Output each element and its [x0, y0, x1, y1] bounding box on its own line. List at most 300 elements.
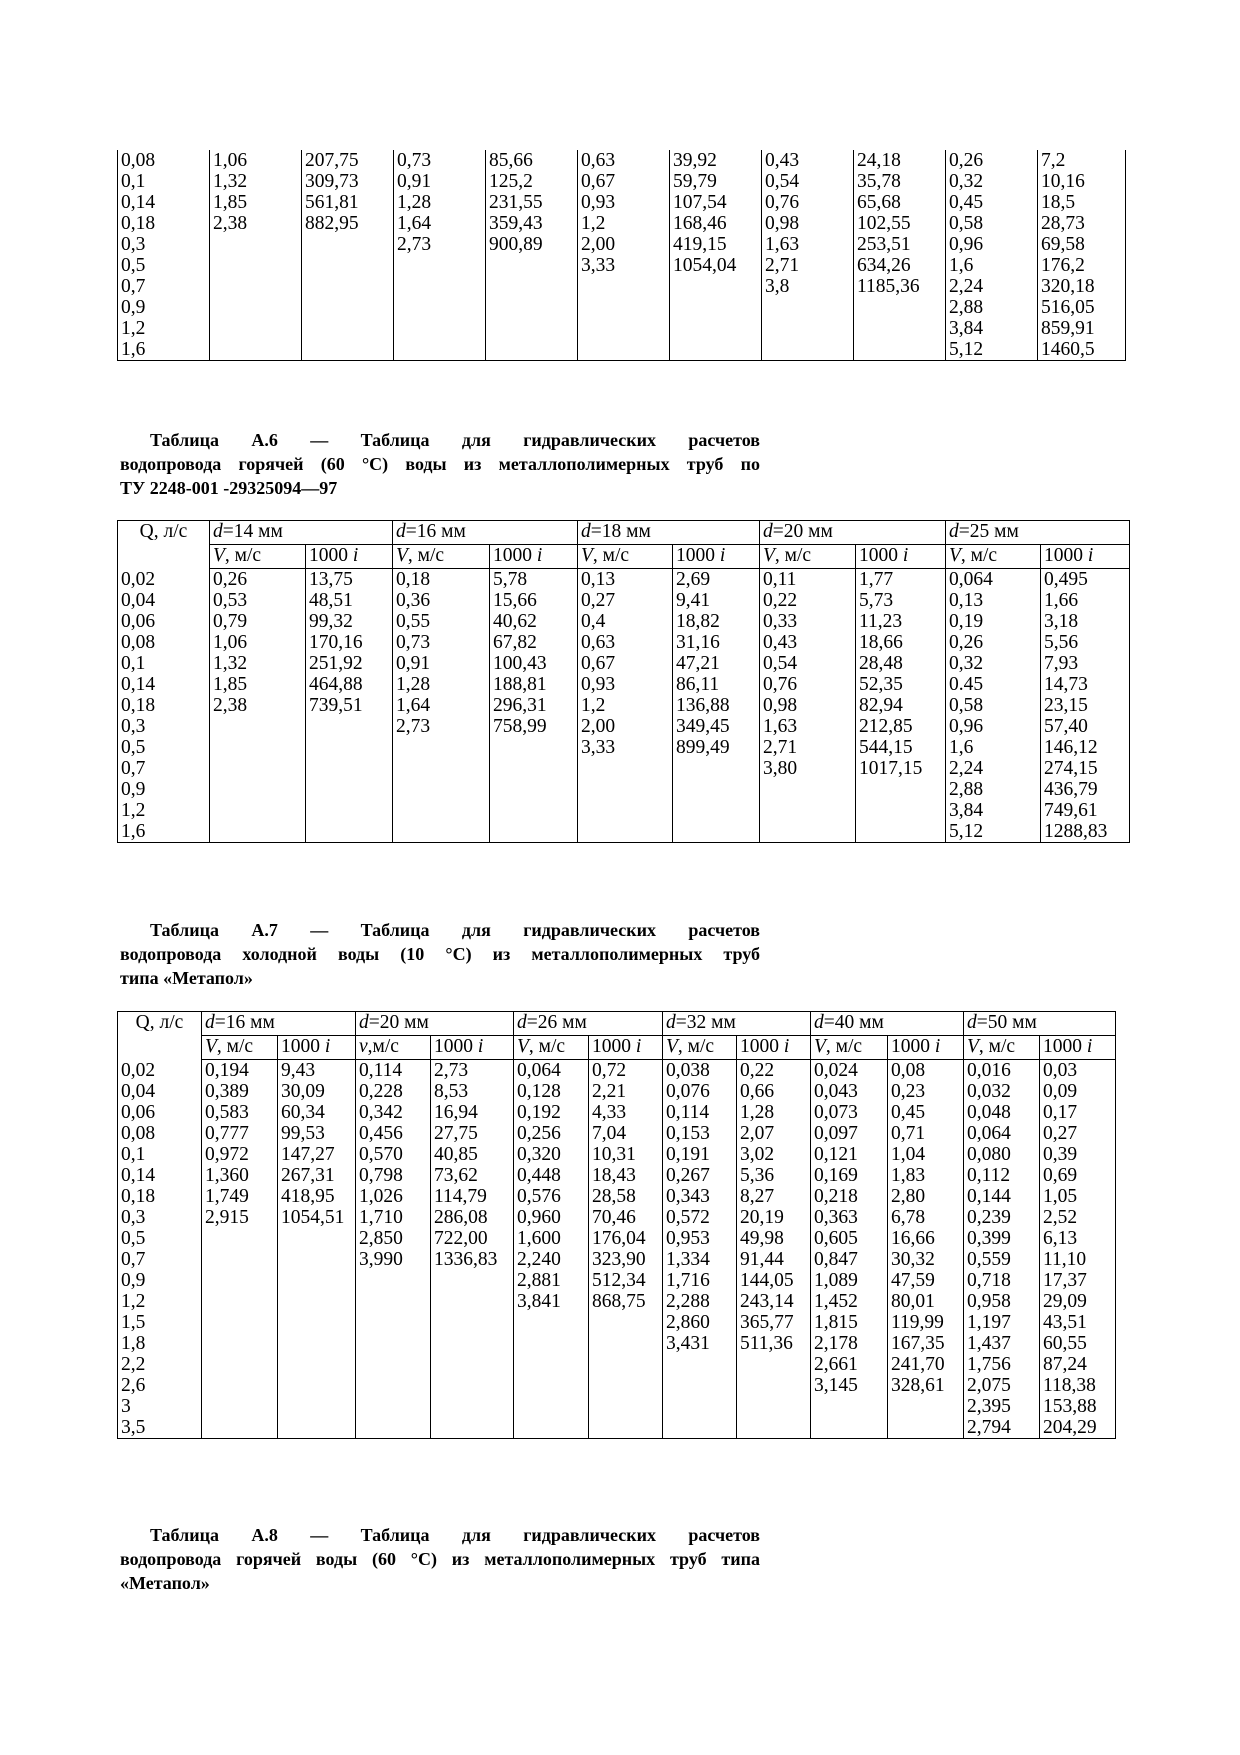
velocity-header: V, м/с: [760, 545, 856, 569]
value-cell: 82,94: [856, 695, 946, 716]
value-cell: 0,953: [663, 1228, 737, 1249]
flow-cell: 0,08: [118, 1123, 202, 1144]
value-cell: 1,28: [394, 192, 486, 213]
value-cell: 23,15: [1041, 695, 1130, 716]
value-cell: 0,048: [964, 1102, 1040, 1123]
value-cell: 9,43: [278, 1060, 356, 1082]
value-cell: [278, 1354, 356, 1375]
value-cell: 0,363: [811, 1207, 888, 1228]
flow-cell: 1,5: [118, 1312, 202, 1333]
value-cell: [856, 821, 946, 843]
value-cell: 899,49: [673, 737, 760, 758]
d-header: d=14 мм: [210, 521, 393, 545]
value-cell: 1,600: [514, 1228, 589, 1249]
value-cell: 0,63: [578, 632, 673, 653]
table-row: [118, 779, 1130, 800]
table-row: [118, 1102, 1116, 1123]
value-cell: [490, 737, 578, 758]
value-cell: 67,82: [490, 632, 578, 653]
value-cell: 60,34: [278, 1102, 356, 1123]
value-cell: 1,089: [811, 1270, 888, 1291]
value-cell: 749,61: [1041, 800, 1130, 821]
table-row: [118, 171, 1126, 192]
value-cell: 0,024: [811, 1060, 888, 1082]
value-cell: 3,990: [356, 1249, 431, 1270]
value-cell: 100,43: [490, 653, 578, 674]
value-cell: [514, 1396, 589, 1417]
value-cell: 0,572: [663, 1207, 737, 1228]
value-cell: 5,56: [1041, 632, 1130, 653]
value-cell: [356, 1270, 431, 1291]
value-cell: 0,239: [964, 1207, 1040, 1228]
value-cell: [431, 1291, 514, 1312]
value-cell: 52,35: [856, 674, 946, 695]
value-cell: [394, 339, 486, 361]
value-cell: 0,67: [578, 653, 673, 674]
value-cell: 18,82: [673, 611, 760, 632]
value-cell: [278, 1291, 356, 1312]
value-cell: 7,93: [1041, 653, 1130, 674]
value-cell: [888, 1417, 964, 1439]
table-row: [118, 632, 1130, 653]
value-cell: 146,12: [1041, 737, 1130, 758]
value-cell: 0,064: [964, 1123, 1040, 1144]
value-cell: [578, 758, 673, 779]
value-cell: [278, 1228, 356, 1249]
value-cell: 0,559: [964, 1249, 1040, 1270]
caption-a6-line3: ТУ 2248-001 -29325094—97: [120, 478, 338, 498]
flow-cell: 1,6: [118, 821, 210, 843]
value-cell: 2,915: [202, 1207, 278, 1228]
value-cell: 2,73: [431, 1060, 514, 1082]
value-cell: 188,81: [490, 674, 578, 695]
value-cell: 900,89: [486, 234, 578, 255]
value-cell: 3,431: [663, 1333, 737, 1354]
value-cell: 868,75: [589, 1291, 663, 1312]
caption-table-a8: [120, 1523, 760, 1595]
value-cell: 1,360: [202, 1165, 278, 1186]
value-cell: [490, 800, 578, 821]
table-a6: [117, 520, 1130, 843]
value-cell: 91,44: [737, 1249, 811, 1270]
value-cell: [670, 276, 762, 297]
value-cell: 0,73: [393, 632, 490, 653]
value-cell: [202, 1249, 278, 1270]
value-cell: 1,32: [210, 653, 306, 674]
value-cell: 1,026: [356, 1186, 431, 1207]
value-cell: [737, 1354, 811, 1375]
value-cell: 153,88: [1040, 1396, 1116, 1417]
value-cell: 0.45: [946, 674, 1041, 695]
q-header: Q, л/с: [118, 1012, 202, 1036]
flow-cell: 0,3: [118, 1207, 202, 1228]
flow-cell: 0,7: [118, 758, 210, 779]
velocity-header: V, м/с: [663, 1036, 737, 1060]
value-cell: 1017,15: [856, 758, 946, 779]
value-cell: 2,860: [663, 1312, 737, 1333]
value-cell: 0,4: [578, 611, 673, 632]
value-cell: 28,58: [589, 1186, 663, 1207]
table-row: [118, 758, 1130, 779]
value-cell: [302, 318, 394, 339]
table-row: [118, 1249, 1116, 1270]
flow-cell: 0,7: [118, 276, 210, 297]
value-cell: 0,570: [356, 1144, 431, 1165]
value-cell: 5,78: [490, 569, 578, 591]
value-cell: 1,2: [578, 213, 670, 234]
velocity-header: V, м/с: [578, 545, 673, 569]
value-cell: [490, 758, 578, 779]
value-cell: [589, 1375, 663, 1396]
value-cell: 0,267: [663, 1165, 737, 1186]
value-cell: [578, 276, 670, 297]
value-cell: 2,21: [589, 1081, 663, 1102]
value-cell: 0,342: [356, 1102, 431, 1123]
velocity-header: V, м/с: [514, 1036, 589, 1060]
value-cell: [202, 1270, 278, 1291]
value-cell: 0,39: [1040, 1144, 1116, 1165]
value-cell: [589, 1417, 663, 1439]
table-row: [118, 1333, 1116, 1354]
value-cell: [394, 297, 486, 318]
table-row: [118, 1417, 1116, 1439]
value-cell: 859,91: [1038, 318, 1126, 339]
table-row: [118, 737, 1130, 758]
d-header: d=16 мм: [393, 521, 578, 545]
value-cell: 0,847: [811, 1249, 888, 1270]
value-cell: 3,8: [762, 276, 854, 297]
value-cell: 3,84: [946, 800, 1041, 821]
value-cell: 43,51: [1040, 1312, 1116, 1333]
headloss-header: 1000 i: [737, 1036, 811, 1060]
value-cell: [210, 716, 306, 737]
value-cell: [202, 1312, 278, 1333]
value-cell: 0,343: [663, 1186, 737, 1207]
value-cell: 0,55: [393, 611, 490, 632]
d-header: d=32 мм: [663, 1012, 811, 1036]
value-cell: 3,145: [811, 1375, 888, 1396]
value-cell: 0,09: [1040, 1081, 1116, 1102]
headloss-header: 1000 i: [1041, 545, 1130, 569]
value-cell: [856, 779, 946, 800]
value-cell: [306, 800, 393, 821]
value-cell: [210, 758, 306, 779]
value-cell: 1,04: [888, 1144, 964, 1165]
value-cell: 0,153: [663, 1123, 737, 1144]
value-cell: 125,2: [486, 171, 578, 192]
value-cell: 1,28: [393, 674, 490, 695]
flow-cell: 0,7: [118, 1249, 202, 1270]
value-cell: 365,77: [737, 1312, 811, 1333]
headloss-header: 1000 i: [856, 545, 946, 569]
value-cell: 0,71: [888, 1123, 964, 1144]
value-cell: 323,90: [589, 1249, 663, 1270]
value-cell: 39,92: [670, 150, 762, 171]
caption-a8-line1: Таблица А.8 — Таблица для гидравлических расчетов: [150, 1525, 760, 1545]
caption-table-a6: [120, 428, 760, 500]
value-cell: 2,80: [888, 1186, 964, 1207]
value-cell: 0,91: [394, 171, 486, 192]
value-cell: [854, 339, 946, 361]
value-cell: 0,76: [762, 192, 854, 213]
table-row: [118, 611, 1130, 632]
value-cell: [486, 297, 578, 318]
table-row: [118, 1060, 1116, 1082]
value-cell: 18,5: [1038, 192, 1126, 213]
value-cell: 0,064: [946, 569, 1041, 591]
value-cell: [210, 779, 306, 800]
value-cell: [210, 318, 302, 339]
value-cell: 27,75: [431, 1123, 514, 1144]
value-cell: 0,576: [514, 1186, 589, 1207]
value-cell: 267,31: [278, 1165, 356, 1186]
value-cell: 2,00: [578, 234, 670, 255]
value-cell: 86,11: [673, 674, 760, 695]
value-cell: 0,96: [946, 716, 1041, 737]
value-cell: 40,85: [431, 1144, 514, 1165]
value-cell: 0,26: [946, 632, 1041, 653]
value-cell: 2,71: [760, 737, 856, 758]
value-cell: 3,80: [760, 758, 856, 779]
value-cell: [673, 821, 760, 843]
value-cell: [302, 255, 394, 276]
flow-cell: 0,18: [118, 695, 210, 716]
table-row: [118, 653, 1130, 674]
table-row: [118, 1165, 1116, 1186]
value-cell: 3,33: [578, 737, 673, 758]
table-row: [118, 234, 1126, 255]
value-cell: [737, 1396, 811, 1417]
value-cell: 2,881: [514, 1270, 589, 1291]
caption-table-a7: [120, 918, 760, 990]
value-cell: [278, 1312, 356, 1333]
value-cell: 207,75: [302, 150, 394, 171]
value-cell: 2,07: [737, 1123, 811, 1144]
value-cell: [202, 1291, 278, 1312]
value-cell: 0,32: [946, 171, 1038, 192]
value-cell: 464,88: [306, 674, 393, 695]
value-cell: [589, 1312, 663, 1333]
flow-cell: 0,14: [118, 1165, 202, 1186]
value-cell: 2,178: [811, 1333, 888, 1354]
value-cell: 87,24: [1040, 1354, 1116, 1375]
headloss-header: 1000 i: [306, 545, 393, 569]
value-cell: 0,53: [210, 590, 306, 611]
value-cell: [202, 1417, 278, 1439]
value-cell: [589, 1396, 663, 1417]
value-cell: 99,32: [306, 611, 393, 632]
d-header: d=18 мм: [578, 521, 760, 545]
value-cell: [306, 821, 393, 843]
table-row: [118, 1207, 1116, 1228]
value-cell: 1,77: [856, 569, 946, 591]
value-cell: 3,84: [946, 318, 1038, 339]
value-cell: [210, 800, 306, 821]
value-cell: 170,16: [306, 632, 393, 653]
headloss-header: 1000 i: [673, 545, 760, 569]
value-cell: 14,73: [1041, 674, 1130, 695]
value-cell: 1,710: [356, 1207, 431, 1228]
value-cell: 1,06: [210, 632, 306, 653]
value-cell: 49,98: [737, 1228, 811, 1249]
value-cell: 0,128: [514, 1081, 589, 1102]
value-cell: 0,45: [888, 1102, 964, 1123]
velocity-header: V, м/с: [210, 545, 306, 569]
flow-cell: 0,08: [118, 632, 210, 653]
value-cell: 0,218: [811, 1186, 888, 1207]
value-cell: [302, 339, 394, 361]
value-cell: 176,04: [589, 1228, 663, 1249]
value-cell: [673, 800, 760, 821]
table-row: [118, 1312, 1116, 1333]
value-cell: 3,02: [737, 1144, 811, 1165]
value-cell: [394, 276, 486, 297]
value-cell: 65,68: [854, 192, 946, 213]
value-cell: 0,54: [762, 171, 854, 192]
table-row: [118, 695, 1130, 716]
value-cell: 1,64: [393, 695, 490, 716]
value-cell: [210, 255, 302, 276]
value-cell: [356, 1354, 431, 1375]
value-cell: 2,73: [393, 716, 490, 737]
value-cell: 1,63: [762, 234, 854, 255]
value-cell: 2,661: [811, 1354, 888, 1375]
flow-cell: 0,02: [118, 1060, 202, 1082]
value-cell: 31,16: [673, 632, 760, 653]
value-cell: 2,38: [210, 695, 306, 716]
value-cell: 2,88: [946, 779, 1041, 800]
value-cell: 0,11: [760, 569, 856, 591]
table-a7: [117, 1011, 1116, 1439]
velocity-header: V, м/с: [964, 1036, 1040, 1060]
value-cell: 0,064: [514, 1060, 589, 1082]
caption-a7-line2: водопровода холодной воды (10 °С) из металлополимерных труб: [120, 944, 760, 964]
value-cell: 5,12: [946, 339, 1038, 361]
value-cell: 2,24: [946, 758, 1041, 779]
value-cell: 0,718: [964, 1270, 1040, 1291]
table-row: [118, 213, 1126, 234]
value-cell: [663, 1375, 737, 1396]
value-cell: [278, 1396, 356, 1417]
table-row: [118, 339, 1126, 361]
value-cell: 0,114: [663, 1102, 737, 1123]
value-cell: 0,389: [202, 1081, 278, 1102]
table-row: [118, 1375, 1116, 1396]
value-cell: [302, 276, 394, 297]
value-cell: 176,2: [1038, 255, 1126, 276]
value-cell: [490, 779, 578, 800]
value-cell: 73,62: [431, 1165, 514, 1186]
table-row: [118, 1186, 1116, 1207]
value-cell: [210, 297, 302, 318]
value-cell: [854, 318, 946, 339]
value-cell: [210, 737, 306, 758]
value-cell: [356, 1291, 431, 1312]
value-cell: 1,452: [811, 1291, 888, 1312]
value-cell: 0,320: [514, 1144, 589, 1165]
value-cell: 0,76: [760, 674, 856, 695]
value-cell: 0,32: [946, 653, 1041, 674]
value-cell: [673, 758, 760, 779]
value-cell: [670, 339, 762, 361]
value-cell: 1,2: [578, 695, 673, 716]
value-cell: 119,99: [888, 1312, 964, 1333]
flow-cell: 3,5: [118, 1417, 202, 1439]
value-cell: 0,399: [964, 1228, 1040, 1249]
value-cell: [210, 276, 302, 297]
d-header: d=50 мм: [964, 1012, 1116, 1036]
value-cell: 17,37: [1040, 1270, 1116, 1291]
flow-cell: 0,04: [118, 590, 210, 611]
flow-cell: 2,6: [118, 1375, 202, 1396]
value-cell: 0,26: [946, 150, 1038, 171]
value-cell: [302, 234, 394, 255]
value-cell: 0,63: [578, 150, 670, 171]
value-cell: [431, 1333, 514, 1354]
value-cell: 0,91: [393, 653, 490, 674]
caption-a6-line1: Таблица А.6 — Таблица для гидравлических расчетов: [150, 430, 760, 450]
flow-cell: 0,1: [118, 171, 210, 192]
value-cell: 114,79: [431, 1186, 514, 1207]
value-cell: [278, 1417, 356, 1439]
caption-a7-line1: Таблица А.7 — Таблица для гидравлических расчетов: [150, 920, 760, 940]
value-cell: 20,19: [737, 1207, 811, 1228]
value-cell: 107,54: [670, 192, 762, 213]
q-header-cont: [118, 1036, 202, 1060]
caption-a8-line3: «Метапол»: [120, 1573, 210, 1593]
value-cell: [210, 339, 302, 361]
value-cell: 0,256: [514, 1123, 589, 1144]
value-cell: 0,456: [356, 1123, 431, 1144]
value-cell: 1,437: [964, 1333, 1040, 1354]
value-cell: 1288,83: [1041, 821, 1130, 843]
flow-cell: 1,2: [118, 318, 210, 339]
value-cell: 1,85: [210, 674, 306, 695]
value-cell: 2,73: [394, 234, 486, 255]
value-cell: [202, 1333, 278, 1354]
value-cell: 320,18: [1038, 276, 1126, 297]
value-cell: 2,850: [356, 1228, 431, 1249]
value-cell: 5,73: [856, 590, 946, 611]
headloss-header: 1000 i: [589, 1036, 663, 1060]
value-cell: 882,95: [302, 213, 394, 234]
value-cell: 136,88: [673, 695, 760, 716]
value-cell: [306, 716, 393, 737]
value-cell: 1,05: [1040, 1186, 1116, 1207]
value-cell: 511,36: [737, 1333, 811, 1354]
value-cell: [356, 1333, 431, 1354]
value-cell: 0,69: [1040, 1165, 1116, 1186]
value-cell: 0,79: [210, 611, 306, 632]
value-cell: 60,55: [1040, 1333, 1116, 1354]
flow-cell: 0,08: [118, 150, 210, 171]
velocity-header: V, м/с: [811, 1036, 888, 1060]
value-cell: 4,33: [589, 1102, 663, 1123]
value-cell: 739,51: [306, 695, 393, 716]
value-cell: 241,70: [888, 1354, 964, 1375]
d-header: d=20 мм: [356, 1012, 514, 1036]
flow-cell: 1,2: [118, 800, 210, 821]
value-cell: 0,08: [888, 1060, 964, 1082]
value-cell: 212,85: [856, 716, 946, 737]
value-cell: 0,18: [393, 569, 490, 591]
value-cell: [486, 276, 578, 297]
value-cell: [762, 297, 854, 318]
value-cell: 0,032: [964, 1081, 1040, 1102]
value-cell: [431, 1354, 514, 1375]
value-cell: [393, 821, 490, 843]
value-cell: 251,92: [306, 653, 393, 674]
